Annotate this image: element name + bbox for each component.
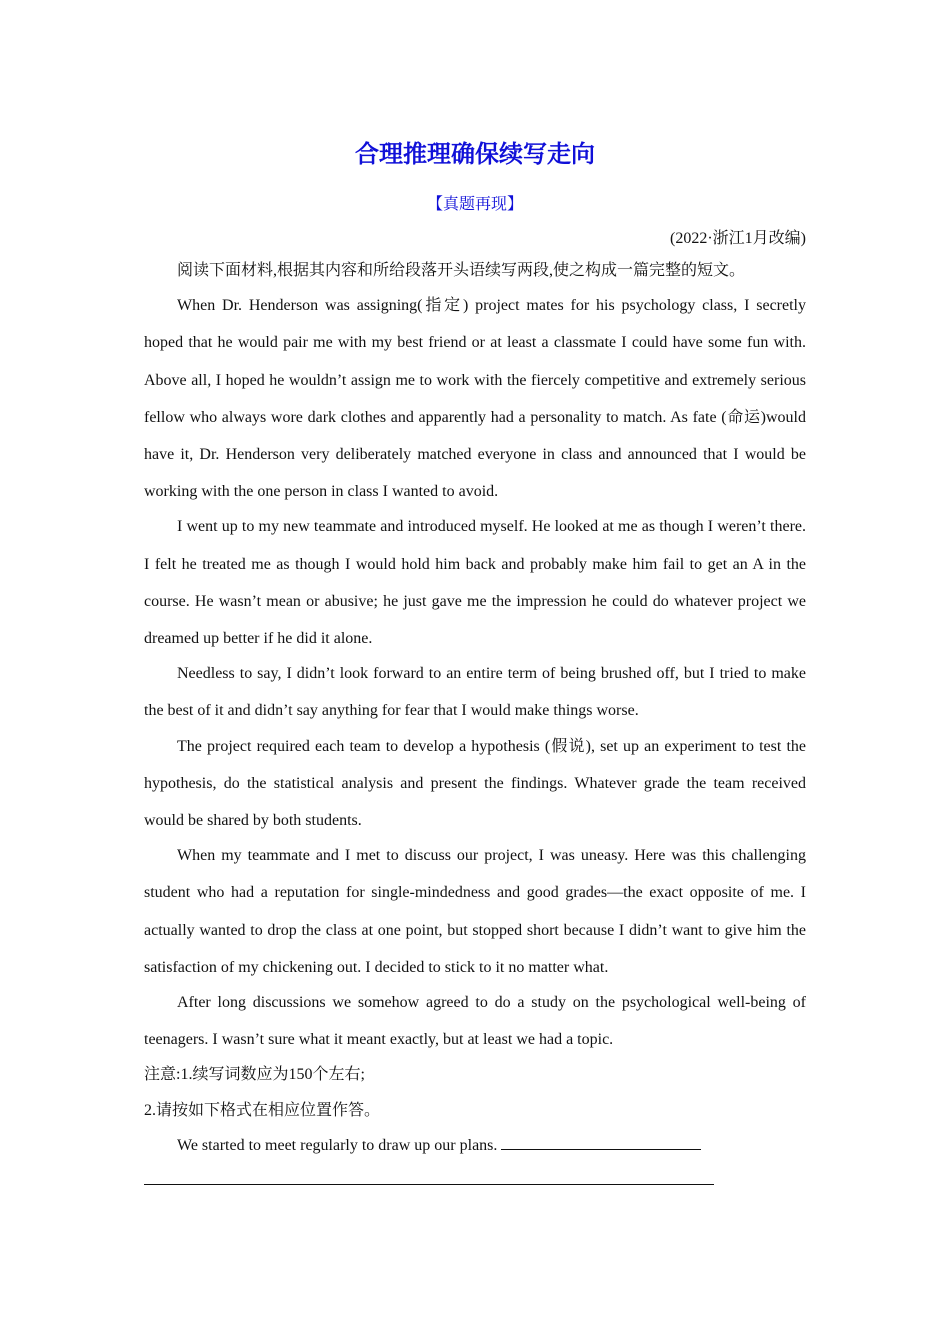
paragraph: Needless to say, I didn’t look forward to an entire term of being brushed off, but I tried to make the best of it and didn’t say anything for fear that I would make things worse. <box>144 665 806 720</box>
paragraph: When my teammate and I met to discuss our project, I was uneasy. Here was this challenging student who had a reputation for single-mindedness and good grades—the exact opposite of me. I actually wanted to drop the class at one point, but stopped short because I didn’t want to give him the satisfaction of my chickening out. I decided to stick to it no matter what. <box>144 847 806 976</box>
note: 2.请按如下格式在相应位置作答。 <box>144 1101 381 1119</box>
note: 注意:1.续写词数应为150个左右; <box>144 1066 365 1084</box>
instruction: 阅读下面材料,根据其内容和所给段落开头语续写两段,使之构成一篇完整的短文。 <box>177 262 746 279</box>
continuation-prompt <box>144 1127 806 1164</box>
paragraph: I went up to my new teammate and introduced myself. He looked at me as though I weren’t there. I felt he treated me as though I would hold him back and probably make him fail to get an A in the course. He wasn’t mean or abusive; he just gave me the impression he could do whatever project we dreamed up better if he did it alone. <box>144 518 806 648</box>
paragraph: After long discussions we somehow agreed to do a study on the psychological well-being of teenagers. I wasn’t sure what it meant exactly, but at least we had a topic. <box>144 994 806 1049</box>
paragraph: The project required each team to develop a hypothesis (假说), set up an experiment to test the hypothesis, do the statistical analysis and present the findings. Whatever grade the team received would be shared by both students. <box>144 737 806 830</box>
paragraph: When Dr. Henderson was assigning(指定) project mates for his psychology class, I secretly hoped that he would pair me with my best friend or at least a classmate I could have some fun with. Above all, I hoped he wouldn’t assign me to work with the fiercely competitive and extremely serious fellow who always wore dark clothes and apparently had a personality to match. As fate (命运)would have it, Dr. Henderson very deliberately matched everyone in class and announced that I would be working with the one person in class I wanted to avoid. <box>144 297 806 501</box>
answer-line <box>144 1184 714 1185</box>
document-body <box>144 252 806 1162</box>
answer-blank <box>501 1133 701 1150</box>
section-label: 【真题再现】 <box>426 196 523 213</box>
page-title: 合理推理确保续写走向 <box>355 140 595 168</box>
prompt-text: We started to meet regularly to draw up our plans. <box>177 1136 498 1154</box>
source-note: (2022·浙江1月改编) <box>670 230 806 247</box>
